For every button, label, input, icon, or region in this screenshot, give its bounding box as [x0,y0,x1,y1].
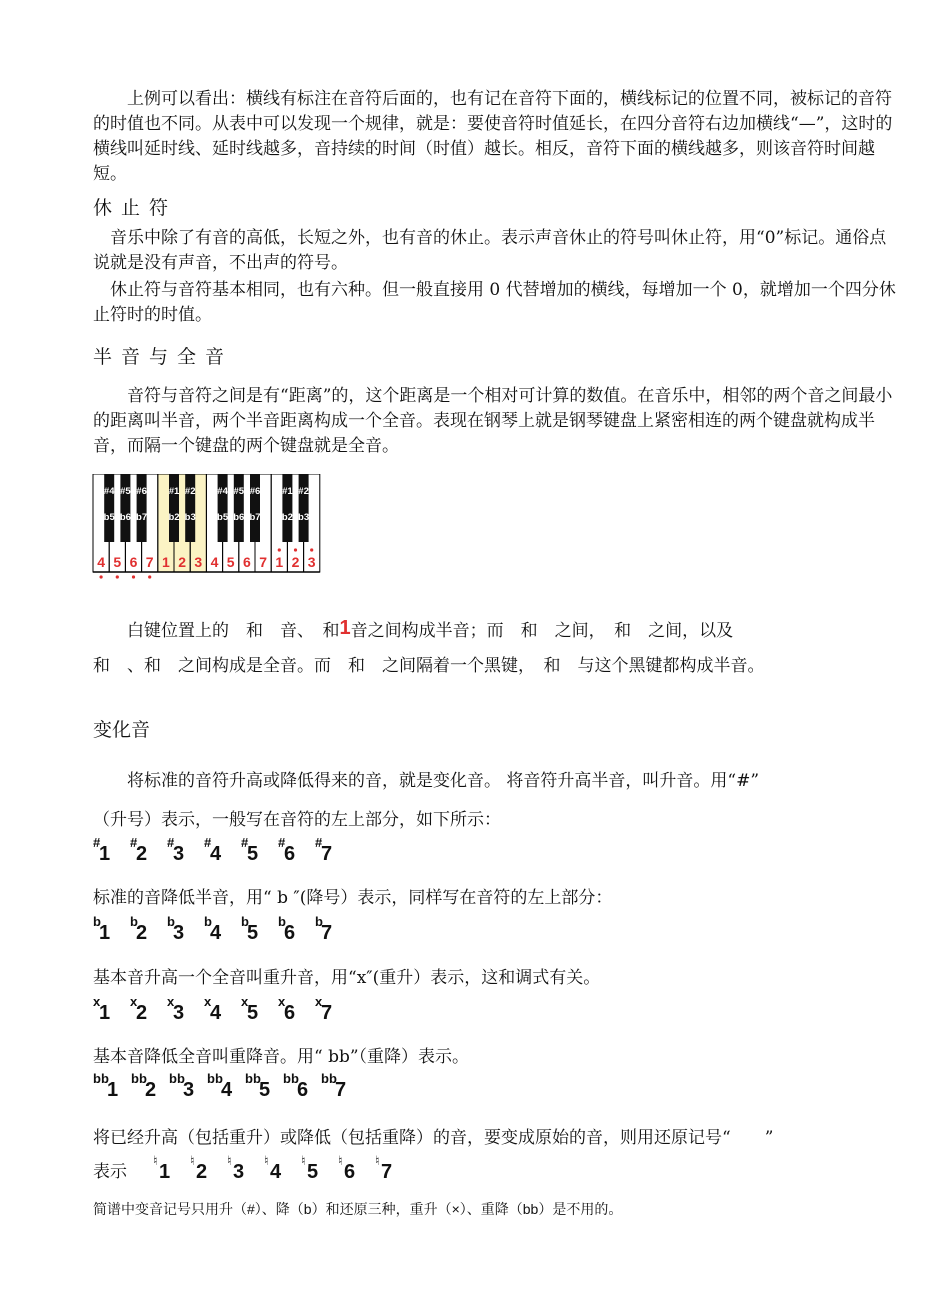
note-digit: 1 [107,1079,119,1101]
low-octave-dot [132,575,135,578]
accidental-mark: # [93,835,101,850]
accidental-mark: x [315,994,323,1009]
white-key-text-a: 白键位置上的 和 音、 和 [127,621,340,641]
black-key-flat-label: b7 [249,512,261,523]
accidental-mark: b [130,914,138,929]
double-sharp-paragraph: 基本音升高一个全音叫重升音，用“x″(重升）表示，这和调式有关。 [93,968,601,988]
note-digit: 1 [99,843,111,865]
flat-paragraph: 标准的音降低半音，用“ b ″(降号）表示，同样写在音符的左上部分： [93,888,613,908]
black-key-sharp-label: #1 [282,486,293,497]
high-octave-dot [310,548,313,551]
black-key-flat-label: b3 [184,512,196,523]
note-digit: 4 [210,922,222,944]
note-digit: 2 [136,1002,148,1024]
black-key [250,474,260,542]
accidental-mark: x [93,994,101,1009]
black-key [234,474,244,542]
accidental-mark: ♮ [338,1153,343,1168]
accidental-mark: b [241,914,249,929]
black-key-sharp-label: #6 [136,486,147,497]
black-key-flat-label: b6 [119,512,131,523]
white-key-label: 4 [210,554,219,570]
accidental-mark: bb [169,1071,185,1086]
note-digit: 7 [321,843,333,865]
black-key-sharp-label: #1 [168,486,180,497]
intro-paragraph: 上例可以看出：横线有标注在音符后面的，也有记在音符下面的，横线标记的位置不同，被标记的音符的时值也不同。从表中可以发现一个规律，就是：要使音符时值延长，在四分音符右边加横线“—”，这时的横线叫延时线、延时线越多，音持续的时间（时值）越长。相反，音符下面的横线越多，则该音符时间越短。 [93,89,893,184]
accidental-mark: x [278,994,286,1009]
natural-label: 表示 [93,1162,127,1182]
note-digit: 1 [99,1002,111,1024]
black-key [218,474,228,542]
accidental-paragraph-2: （升号）表示，一般写在音符的左上部分，如下所示： [93,810,501,830]
note-digit: 5 [307,1161,319,1183]
note-digit: 5 [247,1002,259,1024]
note-digit: 4 [210,843,222,865]
dotted-note-one: 1 [339,617,351,639]
accidental-mark: bb [131,1071,147,1086]
rest-heading: 休止符 [93,197,178,219]
accidental-mark: # [130,835,138,850]
white-key-label: 7 [259,554,267,570]
black-key-flat-label: b5 [217,512,229,523]
white-key-label: 3 [307,554,316,570]
accidental-mark: x [167,994,175,1009]
white-key-label: 1 [275,554,284,570]
white-key-label: 7 [145,554,154,570]
black-key [185,474,195,542]
black-key [282,474,292,542]
semitone-paragraph: 音符与音符之间是有“距离”的，这个距离是一个相对可计算的数值。在音乐中，相邻的两个音之间最小的距离叫半音，两个半音距离构成一个全音。表现在钢琴上就是钢琴键盘上紧密相连的两个键盘就构成半音，而隔一个键盘的两个键盘就是全音。 [93,386,893,456]
black-key [299,474,309,542]
black-key [169,474,179,542]
accidental-heading: 变化音 [93,719,151,741]
note-digit: 6 [284,1002,296,1024]
white-key-label: 6 [129,554,138,570]
black-key-flat-label: b2 [168,512,180,523]
semitone-heading: 半音与全音 [93,346,234,368]
note-digit: 1 [159,1161,171,1183]
accidental-paragraph-1: 将标准的音符升高或降低得来的音，就是变化音。 将音符升高半音，叫升音。用“#” [127,771,760,791]
black-key-sharp-label: #5 [233,486,245,497]
note-digit: 7 [335,1079,347,1101]
white-key-paragraph-2: 和 、和 之间构成是全音。而 和 之间隔着一个黑键， 和 与这个黑键都构成半音。 [93,656,765,676]
black-key-flat-label: b7 [136,512,148,523]
black-key-sharp-label: #6 [249,486,261,497]
note-digit: 2 [136,843,148,865]
accidental-mark: ♮ [153,1153,158,1168]
black-key-flat-label: b2 [281,512,293,523]
note-digit: 4 [221,1079,233,1101]
accidental-mark: x [241,994,249,1009]
black-key-sharp-label: #5 [120,486,131,497]
accidental-mark: # [241,835,249,850]
white-key-label: 3 [194,554,203,570]
accidental-mark: ♮ [190,1153,195,1168]
black-key-flat-label: b5 [103,512,115,523]
white-key-text-b: 音之间构成半音；而 和 之间， 和 之间，以及 [350,621,734,641]
low-octave-dot [116,575,119,578]
note-digit: 5 [247,843,259,865]
note-digit: 7 [381,1161,393,1183]
low-octave-dot [148,575,151,578]
accidental-mark: # [315,835,323,850]
accidental-mark: # [278,835,286,850]
note-digit: 6 [284,843,296,865]
accidental-mark: ♮ [375,1153,380,1168]
note-digit: 7 [321,922,333,944]
note-digit: 6 [344,1161,356,1183]
white-key-label: 6 [243,554,251,570]
note-digit: 2 [196,1161,208,1183]
white-key-label: 5 [113,554,122,570]
black-key-flat-label: b3 [298,512,310,523]
accidental-mark: x [130,994,138,1009]
natural-paragraph: 将已经升高（包括重升）或降低（包括重降）的音，要变成原始的音，则用还原记号“ ” [93,1128,774,1148]
black-key-flat-label: b6 [233,512,245,523]
note-digit: 2 [145,1079,157,1101]
piano-keyboard-diagram [90,474,330,584]
black-key [137,474,147,542]
accidental-mark: ♮ [301,1153,306,1168]
accidental-mark: bb [321,1071,337,1086]
accidental-mark: b [167,914,175,929]
note-digit: 3 [173,922,185,944]
black-key-sharp-label: #4 [103,486,115,497]
black-key-sharp-label: #2 [184,486,196,497]
accidental-mark: bb [283,1071,299,1086]
white-key-label: 2 [291,554,300,570]
black-key [104,474,114,542]
accidental-mark: x [204,994,212,1009]
accidental-mark: ♮ [264,1153,269,1168]
accidental-mark: # [204,835,212,850]
accidental-mark: bb [207,1071,223,1086]
note-digit: 4 [270,1161,282,1183]
note-digit: 6 [284,922,296,944]
accidental-mark: b [204,914,212,929]
accidental-mark: bb [245,1071,261,1086]
high-octave-dot [278,548,281,551]
rest-paragraph-1: 音乐中除了有音的高低，长短之外，也有音的休止。表示声音休止的符号叫休止符，用“0”标记。通俗点说就是没有声音，不出声的符号。 [93,228,887,273]
note-digit: 3 [233,1161,245,1183]
white-key-label: 5 [226,554,235,570]
low-octave-dot [100,575,103,578]
white-key-label: 1 [162,554,170,570]
rest-paragraph-2: 休止符与音符基本相同，也有六种。但一般直接用 0 代替增加的横线，每增加一个 0，就增加一个四分休止符时的时值。 [93,280,896,325]
accidental-mark: b [278,914,286,929]
note-digit: 5 [247,922,259,944]
note-digit: 3 [183,1079,195,1101]
black-key-sharp-label: #4 [217,486,228,497]
note-digit: 7 [321,1002,333,1024]
accidental-mark: # [167,835,175,850]
white-key-label: 2 [178,554,186,570]
accidental-mark: bb [93,1071,109,1086]
high-octave-dot [294,548,297,551]
note-digit: 3 [173,843,185,865]
note-digit: 3 [173,1002,185,1024]
final-note: 简谱中变音记号只用升（#）、降（b）和还原三种，重升（×）、重降（bb）是不用的。 [93,1201,623,1217]
double-flat-paragraph: 基本音降低全音叫重降音。用“ bb”（重降）表示。 [93,1047,470,1067]
accidental-mark: b [315,914,323,929]
black-key [120,474,130,542]
note-digit: 4 [210,1002,222,1024]
white-key-paragraph-1 [93,618,901,644]
note-digit: 5 [259,1079,271,1101]
accidental-mark: b [93,914,101,929]
note-digit: 1 [99,922,111,944]
black-key-sharp-label: #2 [298,486,309,497]
accidental-mark: ♮ [227,1153,232,1168]
note-digit: 2 [136,922,148,944]
note-digit: 6 [297,1079,309,1101]
white-key-label: 4 [97,554,105,570]
